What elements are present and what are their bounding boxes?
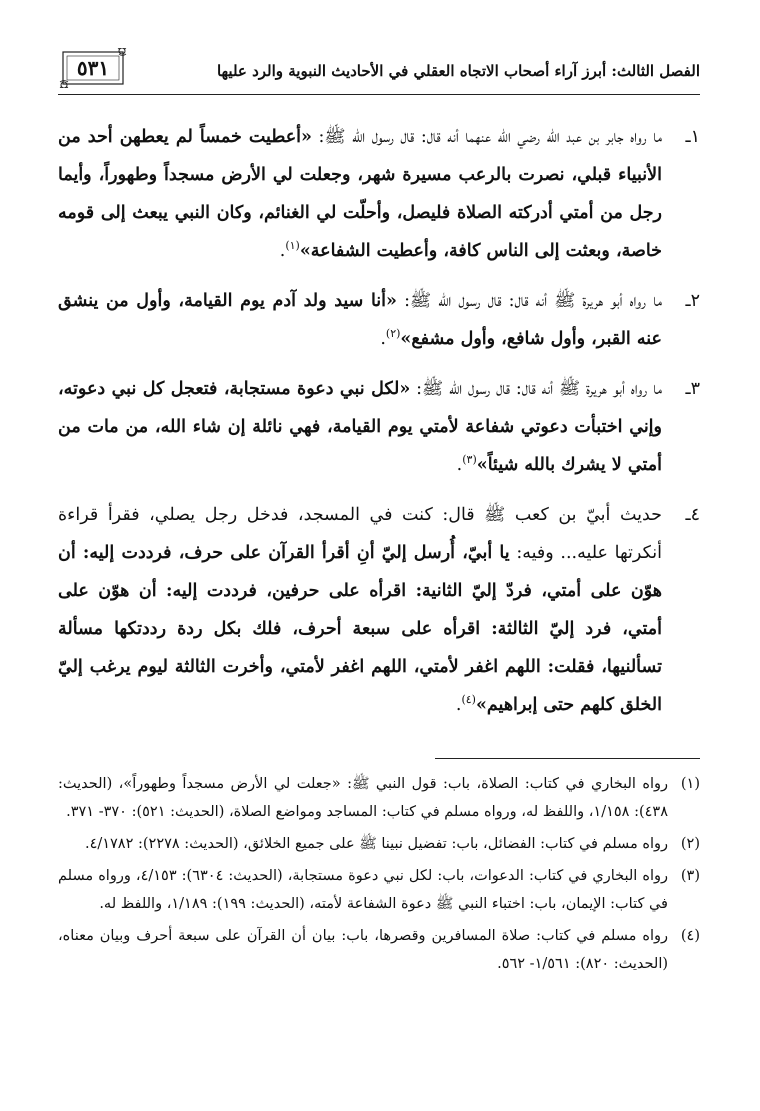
- footnote-1: [58, 770, 700, 826]
- item-tail: .: [456, 455, 463, 475]
- footnote-ref: (١): [285, 239, 300, 253]
- footnote-number: (٢): [680, 836, 700, 852]
- hadith-text: «أعطيت خمساً لم يعطهن أحد من الأنبياء قبلي، نصرت بالرعب مسيرة شهر، وجعلت لي الأرض مسجداً وطهوراً، وأيما رجل من أمتي أدركته الصلاة فليصل، وأحلّت لي الغنائم، وكان النبي يبعث إلى قومه خاصة، وبعثت إلى الناس كافة، وأعطيت الشفاعة»: [58, 127, 662, 261]
- footnote-ref: (٣): [462, 453, 477, 467]
- footnote-text: رواه البخاري في كتاب: الصلاة، باب: قول النبي ﷺ: «جعلت لي الأرض مسجداً وطهوراً»، (الحديث: ٤٣٨): ١/١٥٨، واللفظ له، ورواه مسلم في كتاب: المساجد ومواضع الصلاة، (الحديث: ٥٢١): ٣٧٠- ٣٧١.: [58, 776, 668, 820]
- footnote-ref: (٢): [385, 327, 401, 341]
- item-number: ٢ـ: [685, 291, 700, 311]
- item-tail: .: [455, 695, 462, 715]
- page-number-ornament: [58, 48, 128, 88]
- hadith-text: «لكل نبي دعوة مستجابة، فتعجل كل نبي دعوته، وإني اختبأت دعوتي شفاعة لأمتي يوم القيامة، فهي نائلة إن شاء الله، من مات من أمتي لا يشرك بالله شيئاً»: [58, 379, 662, 475]
- footnote-text: رواه مسلم في كتاب: صلاة المسافرين وقصرها، باب: بيان أن القرآن على سبعة أحرف وبيان معناه، (الحديث: ٨٢٠): ١/٥٦١- ٥٦٢.: [58, 928, 668, 972]
- footnote-divider: [435, 758, 700, 759]
- hadith-item-4: [58, 496, 700, 724]
- page-header: [58, 42, 700, 95]
- hadith-item-3: [58, 370, 700, 484]
- hadith-item-2: [58, 282, 700, 358]
- running-title: الفصل الثالث: أبرز آراء أصحاب الاتجاه العقلي في الأحاديث النبوية والرد عليها: [216, 62, 700, 80]
- footnotes: [58, 770, 700, 982]
- hadith-text: «أنا سيد ولد آدم يوم القيامة، وأول من ينشق عنه القبر، وأول شافع، وأول مشفع»: [58, 291, 662, 349]
- footnote-number: (٣): [680, 868, 700, 884]
- main-text: [58, 118, 700, 736]
- item-number: ١ـ: [685, 127, 700, 147]
- hadith-text: يا أبيّ، أُرسل إليّ أنِ أقرأ القرآن على حرف، فرددت إليه: أن هوّن على أمتي، فردّ إليّ الثانية: اقرأه على حرفين، فرددت إليه: أن هوّن على أمتي، فرد إليّ الثالثة: اقرأه على سبعة أحرف، فلك بكل ردة رددتكها مسألة تسألنيها، فقلت: اللهم اغفر لأمتي، اللهم اغفر لأمتي، وأخرت الثالثة ليوم يرغب إليّ الخلق كلهم حتى إبراهيم»: [58, 543, 662, 715]
- footnote-4: [58, 922, 700, 978]
- footnote-number: (٤): [680, 928, 700, 944]
- item-intro: حديث أبيّ بن كعب ﷺ قال: كنت في المسجد، فدخل رجل يصلي، فقرأ قراءة أنكرتها عليه... وفيه:: [58, 505, 662, 563]
- footnote-2: [58, 830, 700, 858]
- footnote-number: (١): [680, 776, 700, 792]
- page-number: ٥٣١: [76, 56, 110, 80]
- item-number: ٤ـ: [685, 505, 700, 525]
- item-tail: .: [279, 241, 286, 261]
- item-intro: ما رواه جابر بن عبد الله رضي الله عنهما أنه قال: قال رسول الله ﷺ:: [311, 127, 662, 147]
- item-number: ٣ـ: [685, 379, 700, 399]
- item-tail: .: [380, 329, 386, 349]
- footnote-text: رواه البخاري في كتاب: الدعوات، باب: لكل نبي دعوة مستجابة، (الحديث: ٦٣٠٤): ٤/١٥٣، ورواه مسلم في كتاب: الإيمان، باب: اختباء النبي ﷺ دعوة الشفاعة لأمته، (الحديث: ١٩٩): ١/١٨٩، واللفظ له.: [58, 868, 668, 912]
- hadith-item-1: [58, 118, 700, 270]
- footnote-ref: (٤): [461, 693, 476, 707]
- item-intro: ما رواه أبو هريرة ﷺ أنه قال: قال رسول الله ﷺ:: [410, 379, 662, 399]
- item-intro: ما رواه أبو هريرة ﷺ أنه قال: قال رسول الله ﷺ:: [396, 291, 662, 311]
- footnote-text: رواه مسلم في كتاب: الفضائل، باب: تفضيل نبينا ﷺ على جميع الخلائق، (الحديث: ٢٢٧٨): ٤/١٧٨٢.: [84, 836, 668, 852]
- footnote-3: [58, 862, 700, 918]
